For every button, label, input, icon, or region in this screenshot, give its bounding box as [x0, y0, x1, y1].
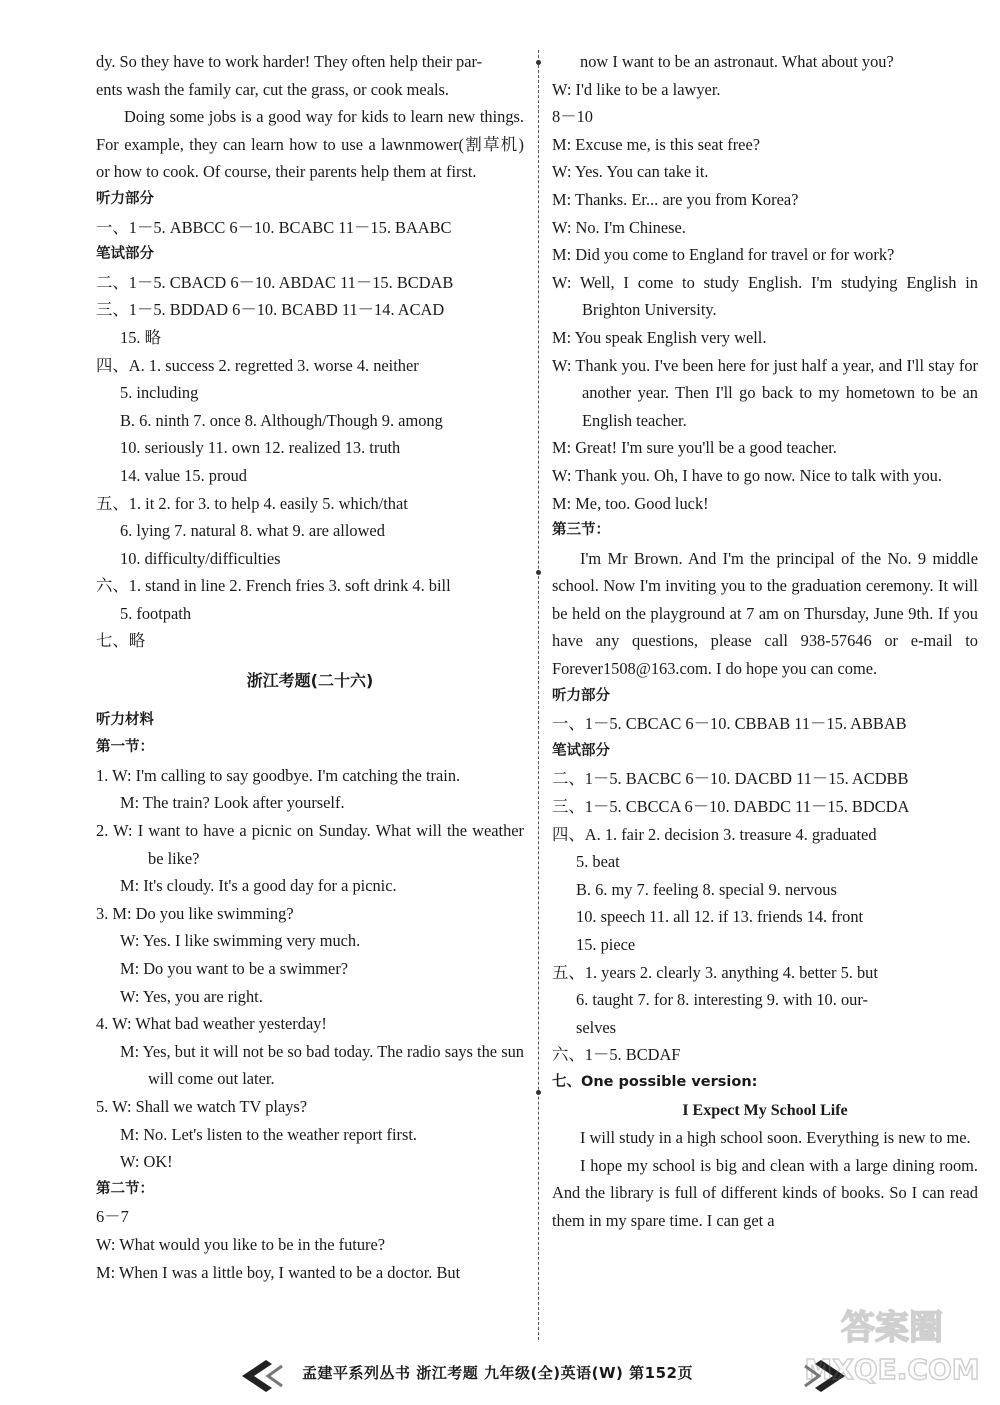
part-heading: 第一节： — [96, 739, 154, 756]
dialogue-line: 5. W: Shall we watch TV plays? — [96, 1096, 308, 1116]
answer-line: B. 6. ninth 7. once 8. Although/Though 9. among — [120, 410, 443, 430]
chevron-left-icon — [232, 1356, 292, 1396]
answer-line: 三、1－5. CBCCA 6－10. DABDC 11－15. BDCDA — [552, 797, 910, 817]
dialogue-line: M: Do you want to be a swimmer? — [120, 959, 349, 978]
dialogue-line: W: Yes. You can take it. — [552, 162, 709, 182]
answer-line: B. 6. my 7. feeling 8. special 9. nervous — [576, 879, 837, 899]
svg-text:MXQE.COM: MXQE.COM — [804, 1353, 980, 1386]
essay-title: I Expect My School Life — [682, 1101, 848, 1119]
dialogue-line: W: OK! — [120, 1152, 173, 1172]
dialogue-line: 2. W: I want to have a picnic on Sunday. What will the weather be like? — [96, 821, 524, 868]
dialogue-line: 3. M: Do you like swimming? — [96, 903, 294, 923]
dialogue-line: W: Thank you. I've been here for just half a year, and I'll stay for another year. Then I'll go back to my hometown to be an English teacher. — [552, 355, 978, 430]
section-heading-written: 笔试部分 — [552, 742, 610, 759]
paragraph: Doing some jobs is a good way for kids to learn new things. For example, they can learn how to use a lawnmower(割草机) or how to cook. Of course, their parents help them at first. — [96, 107, 524, 182]
essay-paragraph: I will study in a high school soon. Everything is new to me. — [580, 1128, 971, 1148]
monologue-paragraph: I'm Mr Brown. And I'm the principal of the No. 9 middle school. Now I'm inviting you to the graduation ceremony. It will be held on the playground at 7 am on Thursday, June 9th. If you have any questions, please call 938-57646 or e-mail to Forever1508@163.com. I do hope you can come. — [552, 548, 978, 679]
dialogue-line: M: No. Let's listen to the weather report first. — [120, 1124, 418, 1144]
answer-line: 15. 略 — [120, 327, 161, 347]
question-range: 6－7 — [96, 1207, 129, 1227]
dialogue-line: M: Me, too. Good luck! — [552, 493, 709, 513]
dialogue-line: W: I'd like to be a lawyer. — [552, 79, 721, 99]
dialogue-line: now I want to be an astronaut. What about you? — [580, 52, 894, 71]
answer-line: 七、略 — [96, 631, 146, 651]
answer-line: 5. beat — [576, 852, 620, 872]
answer-line: 5. footpath — [120, 603, 192, 623]
section-heading-written: 笔试部分 — [96, 246, 154, 263]
dialogue-block — [552, 48, 978, 517]
answer-line: 5. including — [120, 383, 199, 403]
answer-line: 五、1. years 2. clearly 3. anything 4. better 5. but — [552, 962, 878, 982]
left-column — [96, 48, 524, 1286]
answer-line: 一、1－5. CBCAC 6－10. CBBAB 11－15. ABBAB — [552, 714, 907, 734]
answer-line: 10. seriously 11. own 12. realized 13. truth — [120, 438, 401, 458]
footer-text: 孟建平系列丛书 浙江考题 九年级(全)英语(W) 第152页 — [302, 1364, 693, 1382]
dialogue-line: W: Well, I come to study English. I'm studying English in Brighton University. — [552, 272, 978, 320]
svg-text:答案圈: 答案圈 — [841, 1308, 943, 1348]
dialogue-line: 4. W: What bad weather yesterday! — [96, 1014, 327, 1034]
text-line: ents wash the family car, cut the grass, or cook meals. — [96, 79, 449, 99]
exam-section-title: 浙江考题(二十六) — [246, 671, 374, 691]
column-divider — [538, 50, 539, 1340]
part-heading: 第三节： — [552, 522, 610, 539]
dialogue-line: M: Thanks. Er... are you from Korea? — [552, 189, 799, 209]
answer-line: 七、One possible version: — [552, 1073, 758, 1090]
dialogue-line: M: Did you come to England for travel or for work? — [552, 245, 895, 265]
answer-line: 六、1－5. BCDAF — [552, 1045, 681, 1065]
dialogue-line: M: When I was a little boy, I wanted to be a doctor. But — [96, 1262, 461, 1282]
answer-line: 四、A. 1. fair 2. decision 3. treasure 4. graduated — [552, 824, 877, 844]
answer-line: 三、1－5. BDDAD 6－10. BCABD 11－14. ACAD — [96, 300, 445, 320]
dialogue-line: M: You speak English very well. — [552, 327, 767, 347]
dialogue-line: 8－10 — [552, 107, 593, 127]
dialogue-line: M: Excuse me, is this seat free? — [552, 134, 761, 154]
dialogue-line: 1. W: I'm calling to say goodbye. I'm catching the train. — [96, 765, 461, 785]
section-heading-listening: 听力部分 — [96, 190, 154, 207]
dialogue-line: M: Great! I'm sure you'll be a good teacher. — [552, 438, 837, 458]
dialogue-line: W: No. I'm Chinese. — [552, 217, 686, 237]
watermark-logo — [792, 1297, 992, 1397]
answer-line: 6. lying 7. natural 8. what 9. are allowed — [120, 521, 385, 541]
answer-line: selves — [576, 1017, 617, 1037]
dialogue-line: W: Yes, you are right. — [120, 986, 263, 1006]
part-heading: 第二节： — [96, 1180, 154, 1197]
answer-line: 五、1. it 2. for 3. to help 4. easily 5. which/that — [96, 493, 408, 513]
dialogue-line: M: Yes, but it will not be so bad today. The radio says the sun will come out later. — [120, 1041, 524, 1089]
dialogue-line: M: The train? Look after yourself. — [120, 793, 345, 813]
answer-line: 10. difficulty/difficulties — [120, 548, 281, 568]
answer-line: 一、1－5. ABBCC 6－10. BCABC 11－15. BAABC — [96, 217, 452, 237]
essay-paragraph: I hope my school is big and clean with a large dining room. And the library is full of different kinds of books. So I can read them in my spare time. I can get a — [552, 1155, 978, 1230]
dialogue-line: W: Thank you. Oh, I have to go now. Nice to talk with you. — [552, 465, 942, 485]
answer-line: 6. taught 7. for 8. interesting 9. with 10. our- — [576, 990, 868, 1010]
section-heading-material: 听力材料 — [96, 711, 154, 728]
section-heading-listening: 听力部分 — [552, 687, 610, 704]
answer-line: 二、1－5. CBACD 6－10. ABDAC 11－15. BCDAB — [96, 272, 454, 292]
answer-line: 15. piece — [576, 935, 636, 954]
right-column — [552, 48, 978, 1235]
answer-line: 四、A. 1. success 2. regretted 3. worse 4. neither — [96, 355, 419, 375]
dialogue-line: W: Yes. I like swimming very much. — [120, 931, 361, 951]
answer-line: 六、1. stand in line 2. French fries 3. soft drink 4. bill — [96, 576, 451, 596]
answer-line: 二、1－5. BACBC 6－10. DACBD 11－15. ACDBB — [552, 769, 909, 789]
answer-line: 10. speech 11. all 12. if 13. friends 14. front — [576, 907, 864, 927]
dialogue-block — [96, 762, 524, 1176]
answer-line: 14. value 15. proud — [120, 465, 248, 485]
dialogue-line: W: What would you like to be in the future? — [96, 1234, 386, 1254]
text-line: dy. So they have to work harder! They often help their par- — [96, 52, 483, 71]
dialogue-line: M: It's cloudy. It's a good day for a picnic. — [120, 876, 397, 896]
